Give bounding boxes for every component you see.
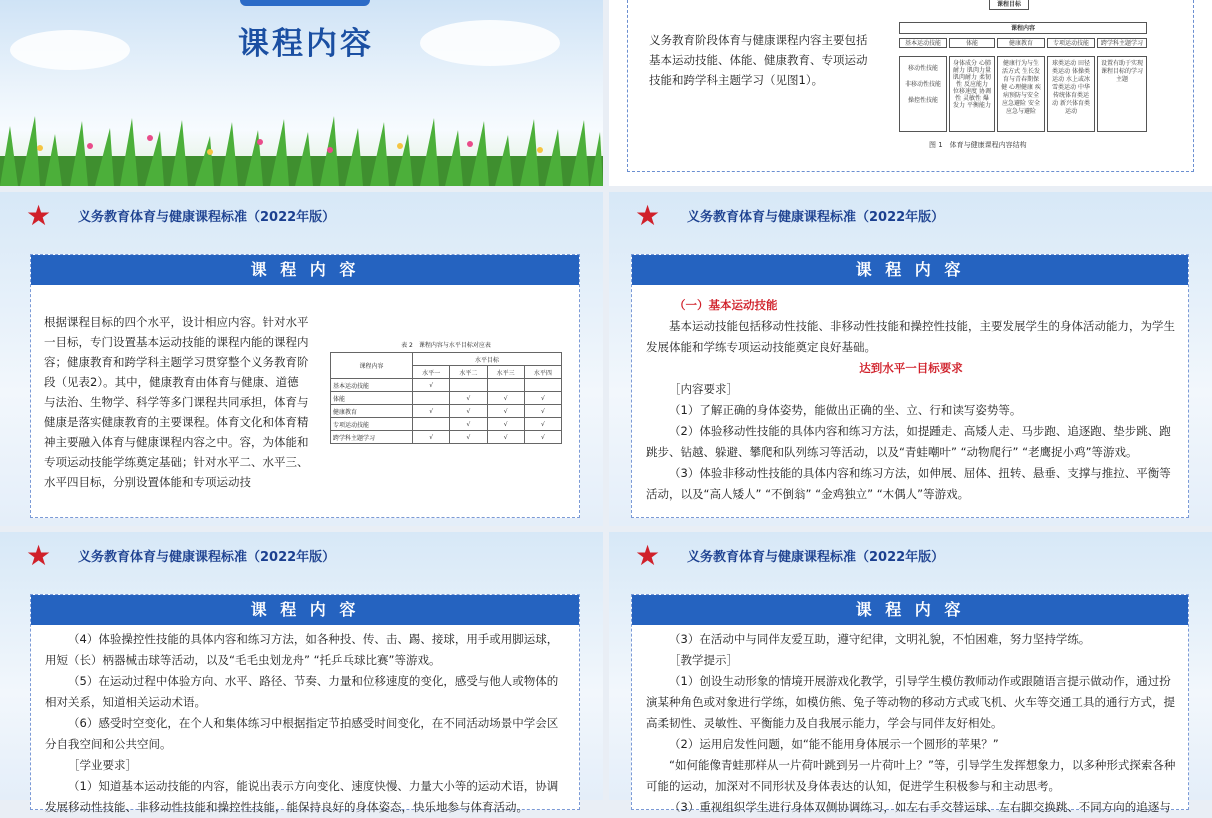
- table-row: [331, 418, 562, 431]
- content-card: [631, 254, 1189, 518]
- table-header-cell: 水平一: [413, 366, 450, 379]
- slide-thumbnail-3[interactable]: [0, 192, 603, 526]
- table-header-cell: 水平四: [524, 366, 561, 379]
- table-header-cell: 水平目标: [413, 353, 562, 366]
- header-title: 义务教育体育与健康课程标准（2022年版）: [78, 210, 336, 225]
- diagram-item: 非移动性技能: [904, 81, 941, 88]
- diagram-caption: 图 1 体育与健康课程内容结构: [929, 141, 1027, 149]
- diagram-item: 操控性技能: [907, 97, 938, 104]
- content-body: [646, 295, 1176, 505]
- body-paragraph: （4）体验操控性技能的具体内容和练习方法，如各种投、传、击、踢、接球，用手或用脚运球，用短（长）柄器械击球等活动，以及“毛毛虫划龙舟” “托乒乓球比赛”等游戏。: [45, 632, 559, 667]
- body-paragraph: （1）了解正确的身体姿势，能做出正确的坐、立、行和读写姿势等。: [669, 403, 1022, 417]
- slide-header: [0, 192, 603, 234]
- body-paragraph: （6）感受时空变化，在个人和集体练习中根据指定节拍感受时间变化，在不同活动场景中学会区分自我空间和公共空间。: [45, 716, 559, 751]
- table-caption: 表 2 课程内容与水平目标对应表: [401, 342, 491, 349]
- diagram-col-body: 设置有助于实现课程目标的学习主题: [1097, 56, 1147, 132]
- table-cell: 体能: [331, 392, 413, 405]
- table-header-cell: 水平三: [487, 366, 524, 379]
- red-star-icon: ★: [26, 199, 52, 232]
- slide-thumbnail-1[interactable]: [0, 0, 603, 186]
- table-cell: [413, 418, 450, 431]
- table-cell: √: [413, 379, 450, 392]
- level-table: [330, 352, 562, 444]
- body-paragraph: （2）体验移动性技能的具体内容和练习方法，如提踵走、高矮人走、马步跑、追逐跑、垫步跳、跑跳步、钻越、躲避、攀爬和队列练习等活动，以及“青蛙嘲叶” “动物爬行” “老鹰捉小鸡”等游戏。: [646, 424, 1171, 459]
- title-tab: [240, 0, 370, 6]
- diagram-node-content: 课程内容: [899, 22, 1147, 34]
- table-row: [331, 431, 562, 444]
- table-cell: √: [487, 392, 524, 405]
- section-bar: 课 程 内 容: [632, 595, 1188, 625]
- table-cell: √: [413, 405, 450, 418]
- table-cell: √: [524, 392, 561, 405]
- cloud-decoration: [420, 20, 560, 66]
- table-cell: √: [450, 418, 487, 431]
- slide-header: [0, 532, 603, 574]
- table-cell: [487, 379, 524, 392]
- slide-title: 课程内容: [238, 26, 374, 62]
- sub-heading: 达到水平一目标要求: [859, 361, 963, 375]
- slide-thumbnail-6[interactable]: [609, 532, 1212, 814]
- table-header-cell: 课程内容: [331, 353, 413, 379]
- section-bar: 课 程 内 容: [31, 255, 579, 285]
- header-title: 义务教育体育与健康课程标准（2022年版）: [78, 550, 336, 565]
- red-star-icon: ★: [26, 539, 52, 572]
- header-title: 义务教育体育与健康课程标准（2022年版）: [687, 210, 945, 225]
- table-row: [331, 405, 562, 418]
- slide-header: [609, 532, 1212, 574]
- body-paragraph: ［学业要求］: [68, 758, 137, 772]
- diagram-col-header: 体能: [949, 38, 995, 48]
- level-table-wrapper: [330, 340, 562, 444]
- diagram-node-goal: 课程目标: [989, 0, 1029, 10]
- diagram-col-body: [899, 56, 947, 132]
- body-paragraph: 基本运动技能包括移动性技能、非移动性技能和操控性技能，主要发展学生的身体活动能力，为学生发展体能和学练专项运动技能奠定良好基础。: [646, 319, 1175, 354]
- table-cell: √: [487, 431, 524, 444]
- diagram-col-body: 健康行为与生活方式 生长发育与青春期保健 心理健康 疾病预防与安全 应急避险 安全应急与避险: [997, 56, 1045, 132]
- table-cell: √: [450, 405, 487, 418]
- body-paragraph: （3）重视组织学生进行身体双侧协调练习，如左右手交替运球、左右脚交换跳、不同方向的追逐与: [669, 800, 1171, 814]
- diagram-col-header: 健康教育: [997, 38, 1045, 48]
- body-paragraph: （2）运用启发性问题，如“能不能用身体展示一个圆形的苹果？”: [669, 737, 999, 751]
- body-paragraph: （5）在运动过程中体验方向、水平、路径、节奏、力量和位移速度的变化，感受与他人或物体的相对关系，知道相关运动术语。: [45, 674, 559, 709]
- section-bar: 课 程 内 容: [31, 595, 579, 625]
- body-paragraph: 根据课程目标的四个水平，设计相应内容。针对水平一目标，专门设置基本运动技能的课程内能的课程内容；健康教育和跨学科主题学习贯穿整个义务教育阶段（见表2）。其中，健康教育由体育与健康、道德与法治、生物学、科学等多门课程共同承担，体育与健康是落实健康教育的主要课程。体育文化和体育精神主要融入体育与健康课程内容之中。容，为体能和专项运动技能学练奠定基础；针对水平二、水平三、水平四目标，分别设置体能和专项运动技: [44, 315, 309, 489]
- table-cell: √: [524, 431, 561, 444]
- content-structure-diagram: [899, 0, 1159, 150]
- table-cell: [450, 379, 487, 392]
- diagram-item: 移动性技能: [907, 65, 938, 72]
- table-header-cell: 水平二: [450, 366, 487, 379]
- slide-header: [609, 192, 1212, 234]
- diagram-col-body: 球类运动 田径类运动 体操类运动 水上或冰雪类运动 中华传统体育类运动 新兴体育类运动: [1047, 56, 1095, 132]
- body-paragraph: “如何能像青蛙那样从一片荷叶跳到另一片荷叶上？”等，引导学生发挥想象力，以多种形式探索各种可能的运动，加深对不同形状及身体表达的认知，促进学生积极参与和主动思考。: [646, 758, 1176, 793]
- body-paragraph: （1）创设生动形象的情境开展游戏化教学，引导学生模仿教师动作或跟随语言提示做动作，通过扮演某种角色或对象进行学练，如模仿熊、兔子等动物的移动方式或飞机、火车等交通工具的通行方式，提高柔韧性、灵敏性、平衡能力及自我展示能力，学会与同伴友好相处。: [646, 674, 1175, 730]
- slide-thumbnail-5[interactable]: [0, 532, 603, 814]
- table-cell: √: [450, 431, 487, 444]
- table-cell: √: [524, 405, 561, 418]
- slide-thumbnail-2[interactable]: [609, 0, 1212, 186]
- diagram-col-header: 专项运动技能: [1047, 38, 1095, 48]
- diagram-col-body: 身体成分 心肺耐力 肌肉力量 肌肉耐力 柔韧性 反应能力 位移速度 协调性 灵敏性 爆发力 平衡能力: [949, 56, 995, 132]
- table-row: [331, 379, 562, 392]
- table-header-row: [331, 353, 562, 366]
- table-cell: 基本运动技能: [331, 379, 413, 392]
- body-paragraph: （3）在活动中与同伴友爱互助，遵守纪律，文明礼貌，不怕困难，努力坚持学练。: [669, 632, 1091, 646]
- table-cell: √: [450, 392, 487, 405]
- diagram-col-header: 基本运动技能: [899, 38, 947, 48]
- body-paragraph: ［教学提示］: [669, 653, 738, 667]
- content-body: [45, 629, 567, 818]
- section-bar: 课 程 内 容: [632, 255, 1188, 285]
- diagram-col-header: 跨学科主题学习: [1097, 38, 1147, 48]
- cloud-decoration: [10, 30, 130, 70]
- table-row: [331, 392, 562, 405]
- table-cell: √: [524, 418, 561, 431]
- table-cell: √: [487, 418, 524, 431]
- grass-illustration: [0, 116, 603, 186]
- table-cell: [524, 379, 561, 392]
- red-star-icon: ★: [635, 199, 661, 232]
- content-card: [631, 594, 1189, 814]
- table-cell: 健康教育: [331, 405, 413, 418]
- header-title: 义务教育体育与健康课程标准（2022年版）: [687, 550, 945, 565]
- table-cell: [413, 392, 450, 405]
- section-heading: （一）基本运动技能: [674, 298, 778, 312]
- content-body: [646, 629, 1176, 818]
- table-cell: √: [487, 405, 524, 418]
- table-cell: 跨学科主题学习: [331, 431, 413, 444]
- table-cell: √: [413, 431, 450, 444]
- table-cell: 专项运动技能: [331, 418, 413, 431]
- body-paragraph: （3）体验非移动性技能的具体内容和练习方法，如伸展、屈体、扭转、悬垂、支撑与推拉、平衡等活动，以及“高人矮人” “不倒翁” “金鸡独立” “木偶人”等游戏。: [646, 466, 1171, 501]
- body-paragraph: ［内容要求］: [669, 382, 738, 396]
- body-paragraph: （1）知道基本运动技能的内容，能说出表示方向变化、速度快慢、力量大小等的运动术语，协调发展移动性技能、非移动性技能和操控性技能，能保持良好的身体姿态，快乐地参与体育活动。: [45, 779, 559, 814]
- content-card: [30, 594, 580, 814]
- red-star-icon: ★: [635, 539, 661, 572]
- slide-thumbnail-4[interactable]: [609, 192, 1212, 526]
- body-paragraph: 义务教育阶段体育与健康课程内容主要包括基本运动技能、体能、健康教育、专项运动技能和跨学科主题学习（见图1）。: [649, 33, 868, 87]
